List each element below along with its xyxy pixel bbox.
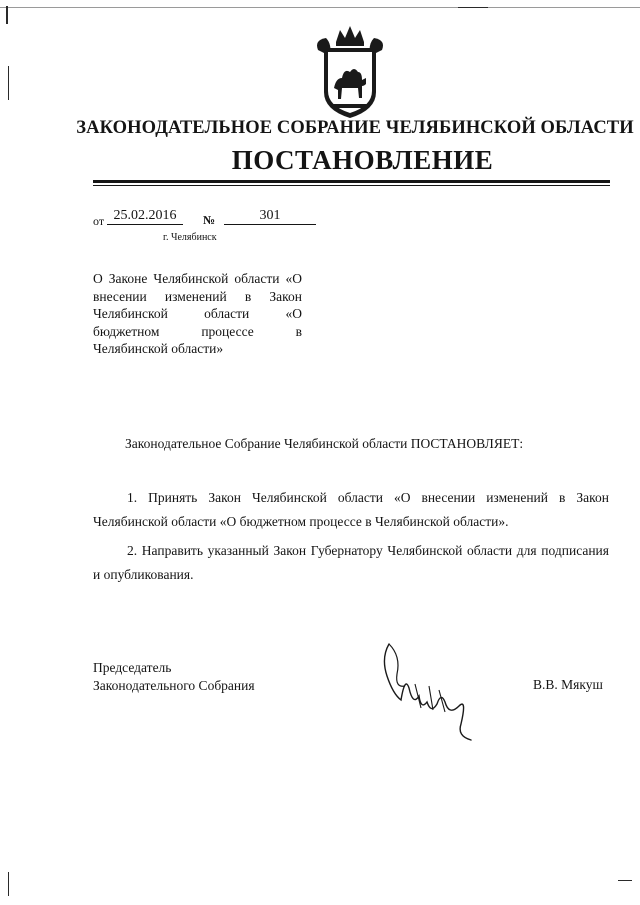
resolution-item: 1. Принять Закон Челябинской области «О внесении изменений в Закон Челябинской области «О бюджетном процессе в Челябинской области». xyxy=(93,490,609,529)
signatory-name: В.В. Мякуш xyxy=(533,677,603,692)
document-date: 25.02.2016 xyxy=(107,208,183,225)
signatory-title-line: Законодательного Собрания xyxy=(93,678,255,693)
handwritten-signature-icon xyxy=(375,636,495,746)
preamble-text: Законодательное Собрание Челябинской области ПОСТАНОВЛЯЕТ: xyxy=(125,436,524,451)
resolution-item: 2. Направить указанный Закон Губернатору Челябинской области для подписания и опубликования. xyxy=(93,543,609,582)
scan-mark xyxy=(8,872,9,896)
header-divider xyxy=(93,180,610,183)
signatory-title-line: Председатель xyxy=(93,660,172,675)
scan-mark xyxy=(618,880,632,881)
document-type-heading: ПОСТАНОВЛЕНИЕ xyxy=(231,145,494,175)
scan-edge-line xyxy=(0,7,640,8)
scan-mark xyxy=(6,6,8,24)
scan-mark xyxy=(8,66,9,100)
organization-title: ЗАКОНОДАТЕЛЬНОЕ СОБРАНИЕ ЧЕЛЯБИНСКОЙ ОБЛАСТИ xyxy=(76,118,634,138)
city-label: г. Челябинск xyxy=(163,232,217,243)
number-label: № xyxy=(203,213,216,227)
coat-of-arms-icon xyxy=(312,22,388,120)
document-subject: О Законе Челябинской области «О внесении изменений в Закон Челябинской области «О бюджетном процессе в Челябинской области» xyxy=(93,271,302,357)
scan-mark xyxy=(458,7,488,8)
header-divider-thin xyxy=(93,185,610,186)
signatory-title xyxy=(93,659,255,695)
date-label: от xyxy=(93,214,105,228)
document-number: 301 xyxy=(224,208,316,225)
